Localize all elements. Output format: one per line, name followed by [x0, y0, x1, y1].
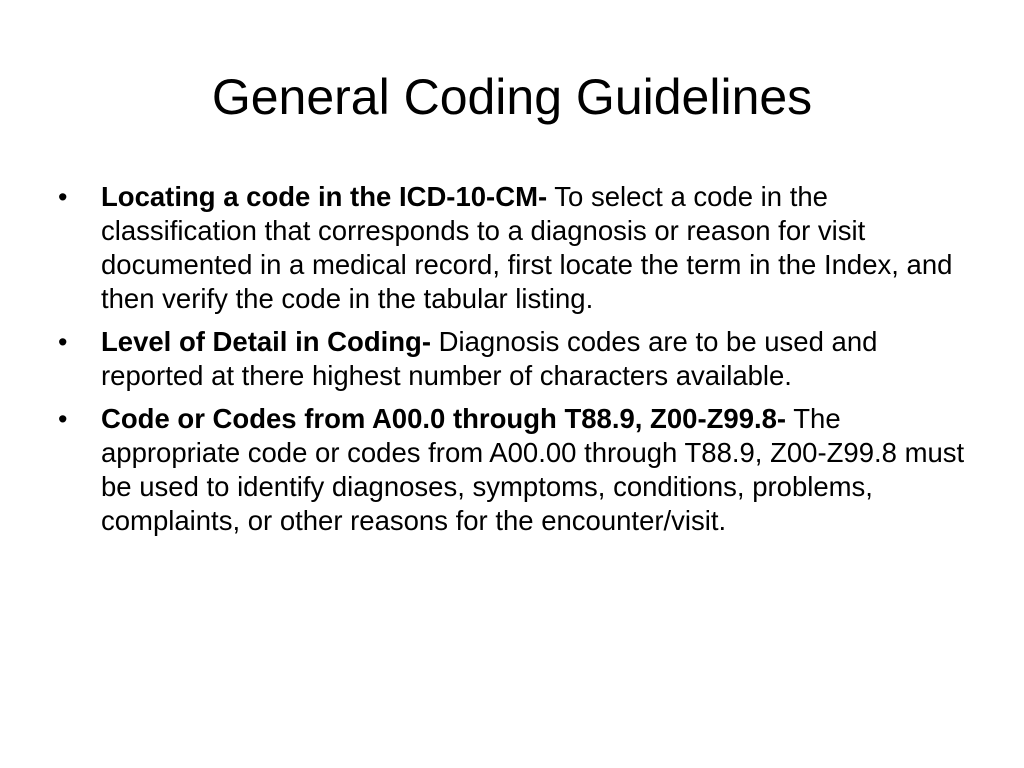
bullet-lead: Locating a code in the ICD-10-CM- [101, 181, 548, 212]
bullet-lead: Code or Codes from A00.0 through T88.9, Z00-Z99.8- [101, 403, 787, 434]
bullet-item-code-range [58, 402, 968, 538]
bullet-dot-icon: • [58, 327, 68, 357]
bullet-text: Diagnosis codes are to be used and reported at there highest number of characters available. [101, 326, 878, 391]
slide-title: General Coding Guidelines [211, 69, 813, 125]
bullet-item-locating-code [58, 180, 968, 316]
bullet-lead: Level of Detail in Coding- [101, 326, 432, 357]
bullet-dot-icon: • [58, 404, 68, 434]
bullet-item-level-of-detail [58, 325, 968, 393]
bullet-list [58, 180, 968, 547]
bullet-text: To select a code in the classification that corresponds to a diagnosis or reason for visit documented in a medical record, first locate the term in the Index, and then verify the code in the tabular listing. [101, 181, 953, 314]
bullet-dot-icon: • [58, 182, 68, 212]
bullet-text: The appropriate code or codes from A00.00 through T88.9, Z00-Z99.8 must be used to identify diagnoses, symptoms, conditions, problems, complaints, or other reasons for the encounter/visit. [101, 403, 965, 536]
